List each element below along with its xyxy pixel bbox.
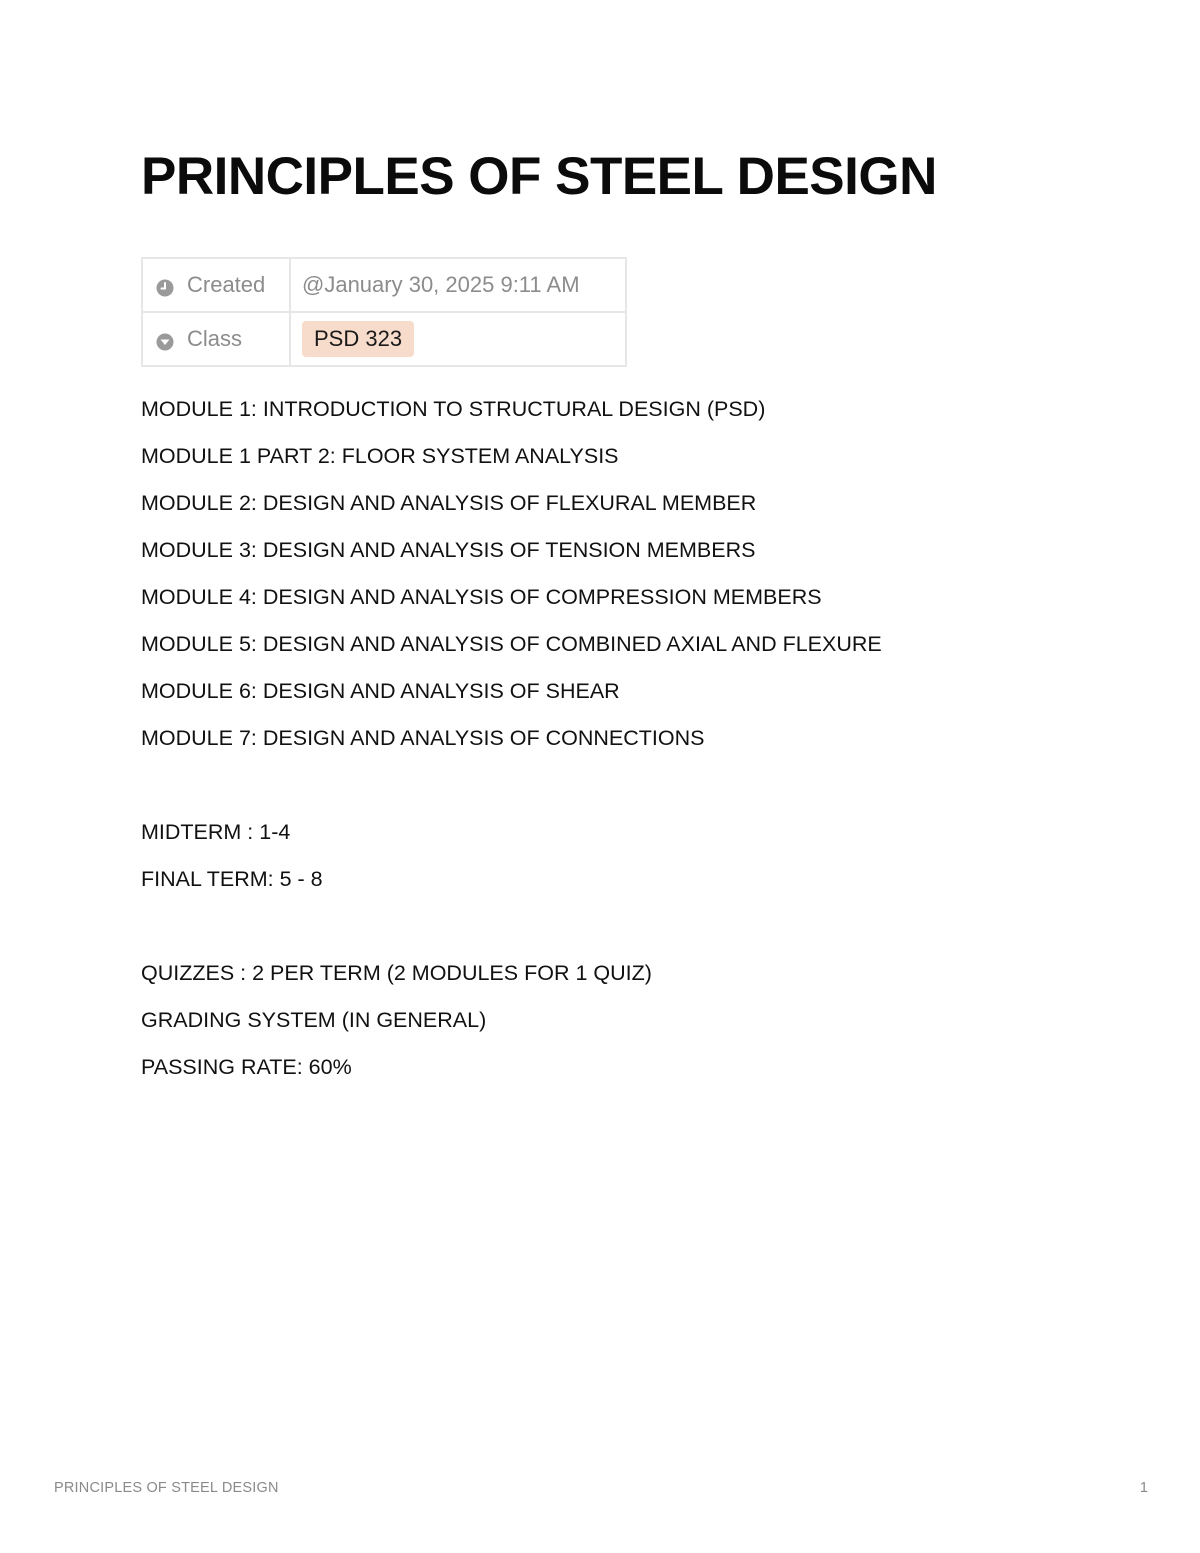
- passing-rate-line: PASSING RATE: 60%: [141, 1055, 352, 1079]
- property-row-created: [142, 258, 626, 312]
- midterm-line: MIDTERM : 1-4: [141, 820, 291, 844]
- property-key-class: [142, 312, 290, 366]
- grading-line: GRADING SYSTEM (IN GENERAL): [141, 1008, 487, 1032]
- quizzes-line: QUIZZES : 2 PER TERM (2 MODULES FOR 1 QUIZ): [141, 961, 652, 985]
- module-item: MODULE 5: DESIGN AND ANALYSIS OF COMBINED AXIAL AND FLEXURE: [141, 632, 882, 656]
- created-date: @January 30, 2025 9:11 AM: [302, 272, 580, 297]
- page-title: PRINCIPLES OF STEEL DESIGN: [141, 147, 937, 206]
- properties-table: [141, 257, 627, 367]
- property-value-class[interactable]: [290, 312, 626, 366]
- property-row-class: [142, 312, 626, 366]
- property-value-created[interactable]: [290, 258, 626, 312]
- module-item: MODULE 1: INTRODUCTION TO STRUCTURAL DESIGN (PSD): [141, 397, 766, 421]
- module-item: MODULE 7: DESIGN AND ANALYSIS OF CONNECTIONS: [141, 726, 705, 750]
- clock-icon: [155, 278, 175, 298]
- property-label-class: Class: [187, 326, 243, 351]
- module-item: MODULE 1 PART 2: FLOOR SYSTEM ANALYSIS: [141, 444, 619, 468]
- footer-title: PRINCIPLES OF STEEL DESIGN: [54, 1480, 279, 1496]
- property-key-created: [142, 258, 290, 312]
- page-number: 1: [1139, 1480, 1148, 1496]
- empty-line: [141, 762, 882, 809]
- module-item: MODULE 2: DESIGN AND ANALYSIS OF FLEXURAL MEMBER: [141, 491, 757, 515]
- final-term-line: FINAL TERM: 5 - 8: [141, 867, 323, 891]
- document-body: [141, 386, 882, 1091]
- module-item: MODULE 3: DESIGN AND ANALYSIS OF TENSION MEMBERS: [141, 538, 756, 562]
- empty-line: [141, 903, 882, 950]
- property-label-created: Created: [187, 272, 266, 297]
- module-item: MODULE 6: DESIGN AND ANALYSIS OF SHEAR: [141, 679, 620, 703]
- select-icon: [155, 332, 175, 352]
- module-item: MODULE 4: DESIGN AND ANALYSIS OF COMPRESSION MEMBERS: [141, 585, 822, 609]
- class-tag[interactable]: PSD 323: [302, 321, 414, 357]
